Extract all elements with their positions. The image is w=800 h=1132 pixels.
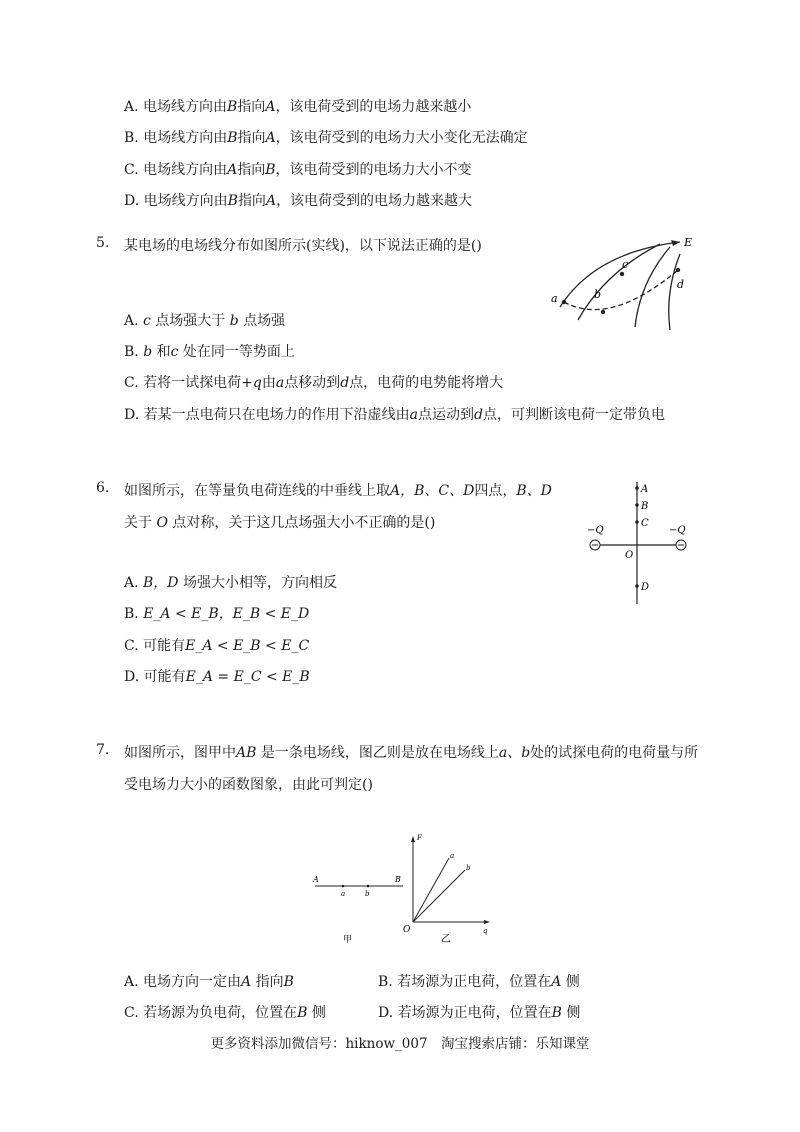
label-o: O <box>625 550 634 561</box>
q7-figure <box>305 830 500 950</box>
q5-option-d: D. 若某一点电荷只在电场力的作用下沿虚线由a点运动到d点，可判断该电荷一定带负电 <box>124 407 665 423</box>
point-d <box>635 584 639 588</box>
point-c <box>620 272 624 276</box>
q5-stem: 某电场的电场线分布如图所示(实线)，以下说法正确的是() <box>124 238 482 254</box>
point-b <box>367 885 370 888</box>
label-c: c <box>622 258 629 271</box>
field-line-3 <box>635 247 670 327</box>
point-c <box>635 520 639 524</box>
point-a <box>342 885 345 888</box>
point-a <box>562 300 566 304</box>
label-line-a: a <box>450 852 455 860</box>
q6-number: 6. <box>96 480 110 496</box>
label-right-q: −Q <box>669 525 686 536</box>
label-b-end: B <box>395 875 401 884</box>
label-b-point: b <box>365 890 370 898</box>
point-a <box>635 486 639 490</box>
label-a-point: a <box>341 890 346 898</box>
label-d: d <box>677 278 685 291</box>
label-f: F <box>417 834 422 842</box>
q7-stem-line1: 如图所示，图甲中AB 是一条电场线，图乙则是放在电场线上a、b处的试探电荷的电荷量与所 <box>124 745 699 761</box>
label-b: b <box>594 288 602 301</box>
q4-option-b: B. 电场线方向由B指向A，该电荷受到的电场力大小变化无法确定 <box>124 130 528 146</box>
q6-charge-figure <box>585 478 695 608</box>
q6-stem-line2: 关于 O 点对称，关于这几点场强大小不正确的是() <box>124 515 436 531</box>
q7-option-c: C. 若场源为负电荷，位置在B 侧 <box>124 1005 326 1021</box>
q6-stem-line1: 如图所示，在等量负电荷连线的中垂线上取A，B、C、D四点，B、D <box>124 483 552 499</box>
q7-stem-line2: 受电场力大小的函数图象，由此可判定() <box>124 777 373 793</box>
q-axis-arrow <box>484 920 490 924</box>
label-jia: 甲 <box>343 935 353 945</box>
label-line-b: b <box>466 864 471 872</box>
page-footer: 更多资料添加微信号：hiknow_007 淘宝搜索店铺：乐知课堂 <box>210 1036 590 1052</box>
label-yi: 乙 <box>441 934 451 945</box>
label-left-q: −Q <box>587 525 604 536</box>
label-b: B <box>641 501 649 512</box>
arrow-e <box>671 240 680 246</box>
q4-option-d: D. 电场线方向由B指向A，该电荷受到的电场力越来越大 <box>124 193 473 209</box>
q4-option-a: A. 电场线方向由B指向A，该电荷受到的电场力越来越小 <box>124 99 472 115</box>
label-o: O <box>403 925 411 935</box>
label-a-end: A <box>313 875 319 884</box>
field-line-4 <box>669 254 680 330</box>
label-a: a <box>551 292 558 305</box>
point-b <box>635 503 639 507</box>
point-d <box>676 268 680 272</box>
line-a <box>413 858 449 922</box>
q7-number: 7. <box>96 742 110 758</box>
label-d: D <box>641 582 650 593</box>
q6-option-d: D. 可能有E_A = E_C < E_B <box>124 669 310 685</box>
f-axis-arrow <box>411 836 415 842</box>
q5-option-c: C. 若将一试探电荷+q由a点移动到d点，电荷的电势能将增大 <box>124 375 504 391</box>
label-a: A <box>641 484 649 495</box>
q7-option-b: B. 若场源为正电荷，位置在A 侧 <box>378 974 580 990</box>
q6-option-c: C. 可能有E_A < E_B < E_C <box>124 638 310 654</box>
label-e: E <box>684 236 693 249</box>
q4-option-c: C. 电场线方向由A指向B，该电荷受到的电场力大小不变 <box>124 162 472 178</box>
q7-option-a: A. 电场方向一定由A 指向B <box>124 974 294 990</box>
point-b <box>601 310 605 314</box>
q6-option-b: B. E_A < E_B，E_B < E_D <box>124 606 310 622</box>
q7-option-d: D. 若场源为正电荷，位置在B 侧 <box>378 1005 581 1021</box>
q5-number: 5. <box>96 235 110 251</box>
q5-option-a: A. c 点场强大于 b 点场强 <box>124 313 286 329</box>
q5-field-line-figure <box>550 232 700 332</box>
q5-option-b: B. b 和c 处在同一等势面上 <box>124 344 295 360</box>
line-b <box>413 870 465 922</box>
label-q: q <box>483 927 488 935</box>
q6-option-a: A. B，D 场强大小相等，方向相反 <box>124 575 337 591</box>
label-c: C <box>641 518 649 529</box>
